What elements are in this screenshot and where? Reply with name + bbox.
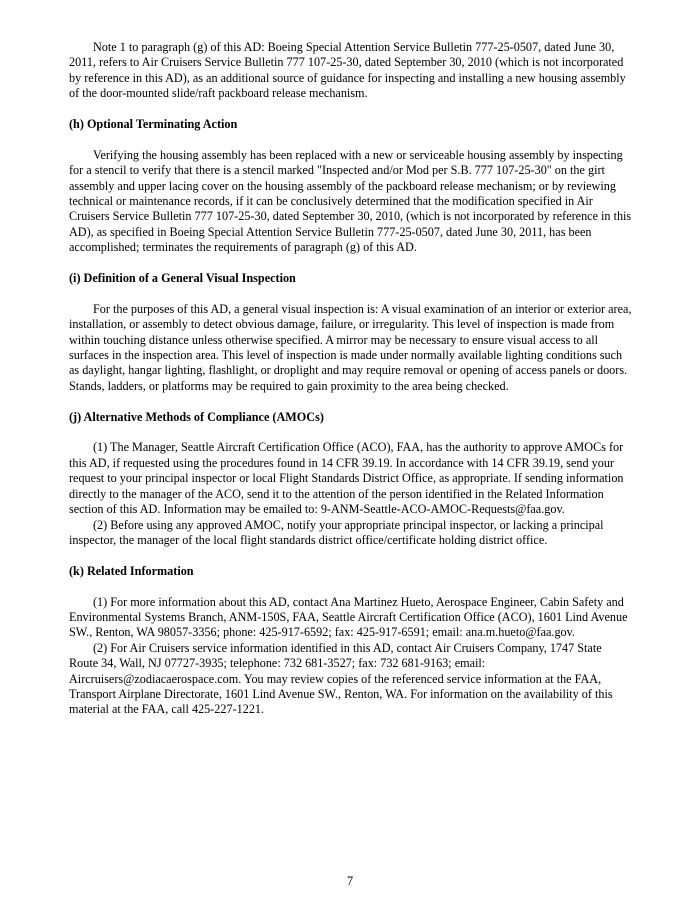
- section-k-paragraph-2: (2) For Air Cruisers service information identified in this AD, contact Air Cruisers Company, 1747 State Route 34, Wall, NJ 07727-3935; telephone: 732 681-3527; fax: 732 681-9163; email: Aircruisers@zodiacaerospace.com. You may review copies of the referenced service information at the FAA, Transport Airplane Directorate, 1601 Lind Avenue SW., Renton, WA. For information on the availability of this material at the FAA, call 425-227-1221.: [69, 640, 613, 717]
- section-h-paragraph: Verifying the housing assembly has been replaced with a new or serviceable housing assembly by inspecting for a stencil to verify that there is a stencil marked "Inspected and/or Mod per S.B. 777 107-25-30" on the girt assembly and upper lacing cover on the housing assembly of the packboard release mechanism; or by reviewing technical or maintenance records, if it can be conclusively determined that the modification specified in Air Cruisers Service Bulletin 777 107-25-30, dated September 30, 2010, (which is not incorporated by reference in this AD), as specified in Boeing Special Attention Service Bulletin 777-25-0507, dated June 30, 2011, has been accomplished; terminates the requirements of paragraph (g) of this AD.: [69, 147, 632, 255]
- document-page: [69, 40, 633, 718]
- note-1-paragraph: Note 1 to paragraph (g) of this AD: Boeing Special Attention Service Bulletin 777-25-0507, dated June 30, 2011, refers to Air Cruisers Service Bulletin 777 107-25-30, dated September 30, 2010 (which is not incorporated by reference in this AD), as an additional source of guidance for inspecting and installing a new housing assembly of the door-mounted slide/raft packboard release mechanism.: [69, 40, 626, 101]
- section-k-heading: (k) Related Information: [69, 563, 194, 578]
- section-i-paragraph: For the purposes of this AD, a general visual inspection is: A visual examination of an interior or exterior area, installation, or assembly to detect obvious damage, failure, or irregularity. This level of inspection is made from within touching distance unless otherwise specified. A mirror may be necessary to ensure visual access to all surfaces in the inspection area. This level of inspection is made under normally available lighting conditions such as daylight, hangar lighting, flashlight, or droplight and may require removal or opening of access panels or doors. Stands, ladders, or platforms may be required to gain proximity to the area being checked.: [69, 301, 632, 393]
- page-number: 7: [346, 874, 354, 888]
- section-j-heading: (j) Alternative Methods of Compliance (AMOCs): [69, 409, 324, 424]
- section-j-paragraph-2: (2) Before using any approved AMOC, notify your appropriate principal inspector, or lacking a principal inspector, the manager of the local flight standards district office/certificate holding district office.: [69, 517, 604, 547]
- section-i-heading: (i) Definition of a General Visual Inspection: [69, 271, 296, 286]
- section-h-heading: (h) Optional Terminating Action: [69, 117, 238, 132]
- section-j-paragraph-1: (1) The Manager, Seattle Aircraft Certification Office (ACO), FAA, has the authority to approve AMOCs for this AD, if requested using the procedures found in 14 CFR 39.19. In accordance with 14 CFR 39.19, send your request to your principal inspector or local Flight Standards District Office, as appropriate. If sending information directly to the manager of the ACO, send it to the attention of the person identified in the Related Information section of this AD. Information may be emailed to: 9-ANM-Seattle-ACO-AMOC-Requests@faa.gov.: [69, 440, 624, 517]
- section-k-paragraph-1: (1) For more information about this AD, contact Ana Martinez Hueto, Aerospace Engineer, Cabin Safety and Environmental Systems Branch, ANM-150S, FAA, Seattle Aircraft Certification Office (ACO), 1601 Lind Avenue SW., Renton, WA 98057-3356; phone: 425-917-6592; fax: 425-917-6591; email: ana.m.hueto@faa.gov.: [69, 594, 628, 640]
